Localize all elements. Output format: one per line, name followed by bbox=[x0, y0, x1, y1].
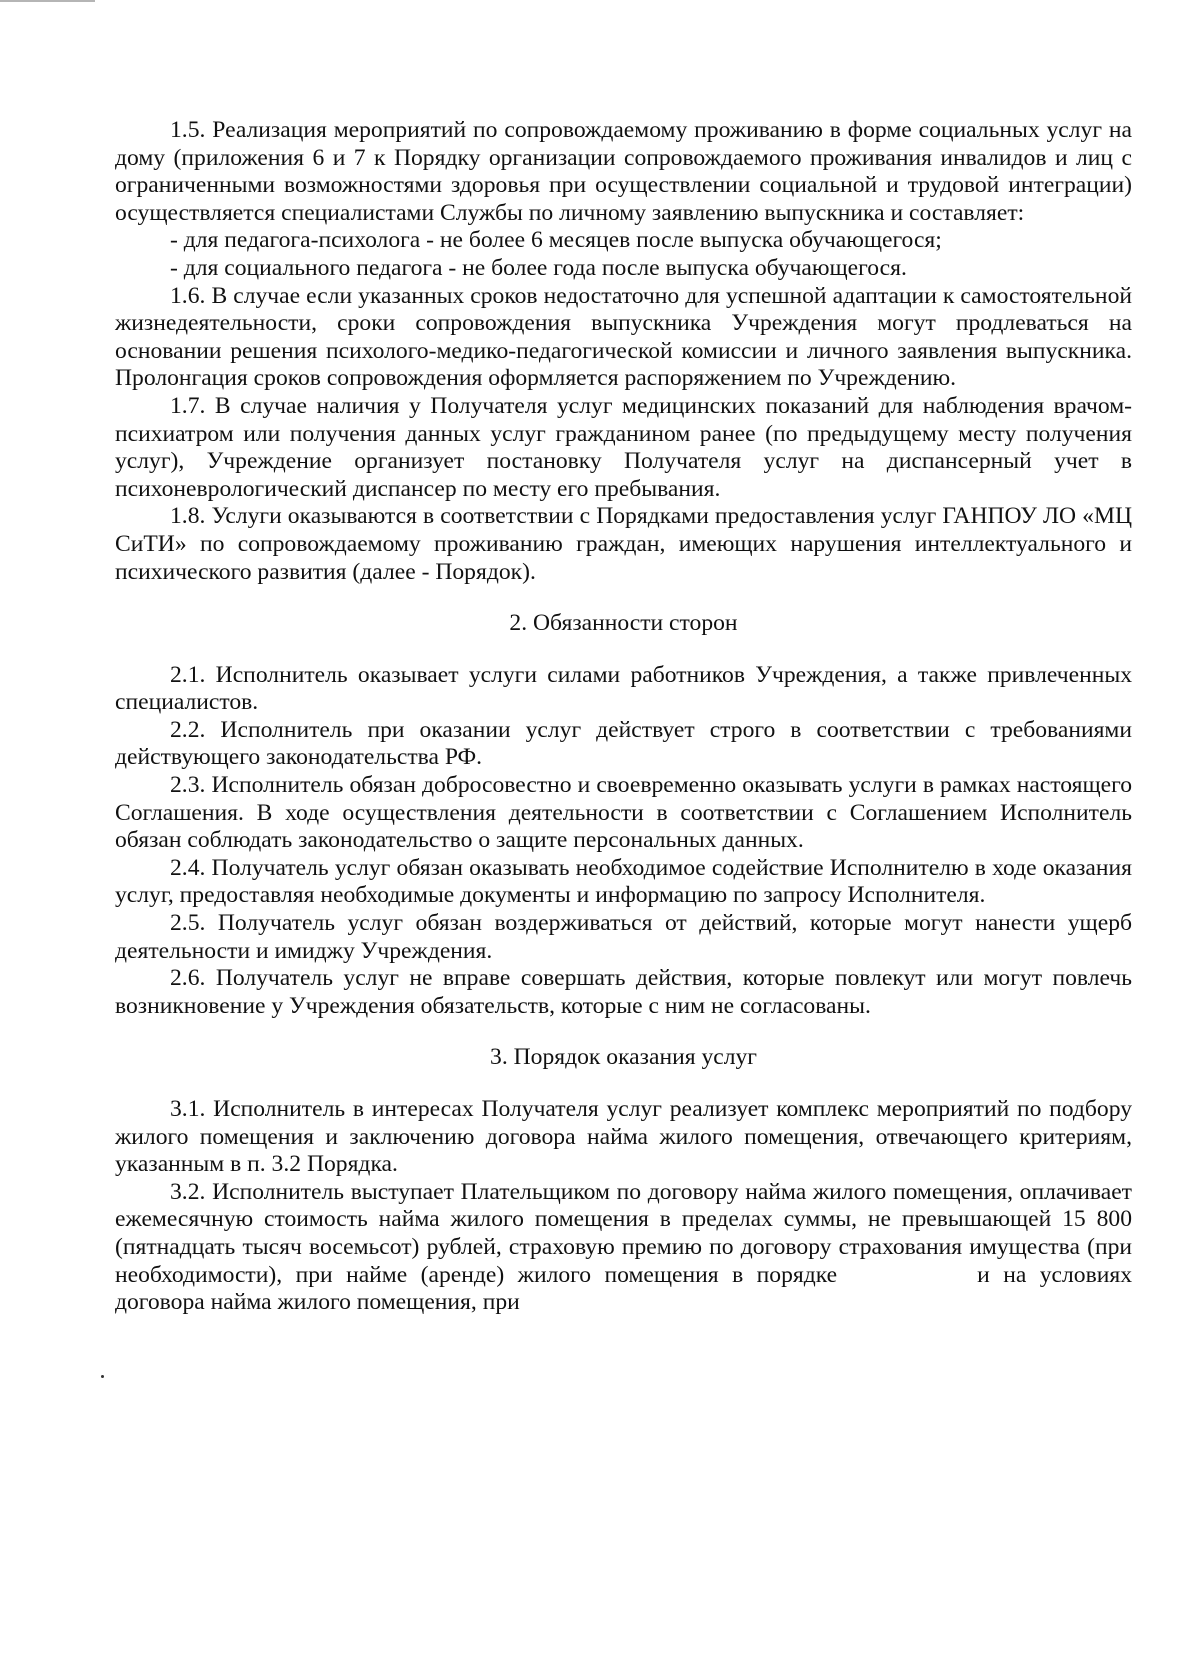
paragraph-3-2-tail-end: и на условиях договора найма жилого помещения, при bbox=[115, 1261, 1132, 1316]
paragraph-2-4: 2.4. Получатель услуг обязан оказывать необходимое содействие Исполнителю в ходе оказания услуг, предоставляя необходимые документы и информацию по запросу Исполнителя. bbox=[115, 854, 1132, 909]
paragraph-2-5: 2.5. Получатель услуг обязан воздерживаться от действий, которые могут нанести ущерб деятельности и имиджу Учреждения. bbox=[115, 910, 1132, 964]
paragraph-1-7: 1.7. В случае наличия у Получателя услуг медицинских показаний для наблюдения врачом-психиатром или получения данных услуг гражданином ранее (по предыдущему месту получения услуг), Учреждение организует постановку Получателя услуг на диспансерный учет в психоневрологический диспансер по месту его пребывания. bbox=[115, 392, 1132, 502]
scan-edge-mark bbox=[0, 0, 95, 2]
paragraph-3-1: 3.1. Исполнитель в интересах Получателя услуг реализует комплекс мероприятий по подбору жилого помещения и заключению договора найма жилого помещения, отвечающего критериям, указанным в п. 3.2 Порядка. bbox=[115, 1096, 1132, 1178]
paragraph-1-6: 1.6. В случае если указанных сроков недостаточно для успешной адаптации к самостоятельной жизнедеятельности, сроки сопровождения выпускника Учреждения могут продлеваться на основании решения психолого-медико-педагогической комиссии и личного заявления выпускника. Пролонгация сроков сопровождения оформляется распоряжением по Учреждению. bbox=[115, 282, 1132, 392]
document-body bbox=[115, 117, 1132, 1317]
section-heading-3: 3. Порядок оказания услуг bbox=[490, 1044, 757, 1071]
paragraph-2-3: 2.3. Исполнитель обязан добросовестно и своевременно оказывать услуги в рамках настоящего Соглашения. В ходе осуществления деятельности в соответствии с Соглашением Исполнитель обязан соблюдать законодательство о защите персональных данных. bbox=[115, 772, 1132, 854]
paragraph-2-2: 2.2. Исполнитель при оказании услуг действует строго в соответствии с требованиями действующего законодательства РФ. bbox=[115, 716, 1132, 771]
paragraph-2-1: 2.1. Исполнитель оказывает услуги силами работников Учреждения, а также привлеченных специалистов. bbox=[115, 661, 1132, 716]
section-heading-2: 2. Обязанности сторон bbox=[509, 610, 738, 637]
list-item-social-pedagogue: - для социального педагога - не более года после выпуска обучающегося. bbox=[170, 254, 907, 281]
paragraph-3-2-tail-start: помещения в порядке bbox=[604, 1261, 838, 1288]
paragraph-3-2 bbox=[115, 1179, 1132, 1317]
paragraph-2-6: 2.6. Получатель услуг не вправе совершать действия, которые повлекут или могут повлечь возникновение у Учреждения обязательств, которые с ним не согласованы. bbox=[115, 965, 1132, 1019]
scan-speck bbox=[101, 1375, 104, 1378]
list-item-psychologist: - для педагога-психолога - не более 6 месяцев после выпуска обучающегося; bbox=[170, 227, 942, 254]
paragraph-1-5: 1.5. Реализация мероприятий по сопровождаемому проживанию в форме социальных услуг на дому (приложения 6 и 7 к Порядку организации сопровождаемого проживания инвалидов и лиц с ограниченными возможностями здоровья при осуществлении социальной и трудовой интеграции) осуществляется специалистами Службы по личному заявлению выпускника и составляет: bbox=[115, 117, 1132, 226]
paragraph-3-2-main: 3.2. Исполнитель выступает Плательщиком по договору найма жилого помещения, оплачивает ежемесячную стоимость найма жилого помещения в пределах суммы, не превышающей 15 800 (пятнадцать тысяч восемьсот) рублей, страховую премию по договору страхования имущества (при необходимости), при найме (аренде) жилого bbox=[115, 1178, 1132, 1288]
paragraph-1-8: 1.8. Услуги оказываются в соответствии с Порядками предоставления услуг ГАНПОУ ЛО «МЦ СиТИ» по сопровождаемому проживанию граждан, имеющих нарушения интеллектуального и психического развития (далее - Порядок). bbox=[115, 503, 1132, 585]
